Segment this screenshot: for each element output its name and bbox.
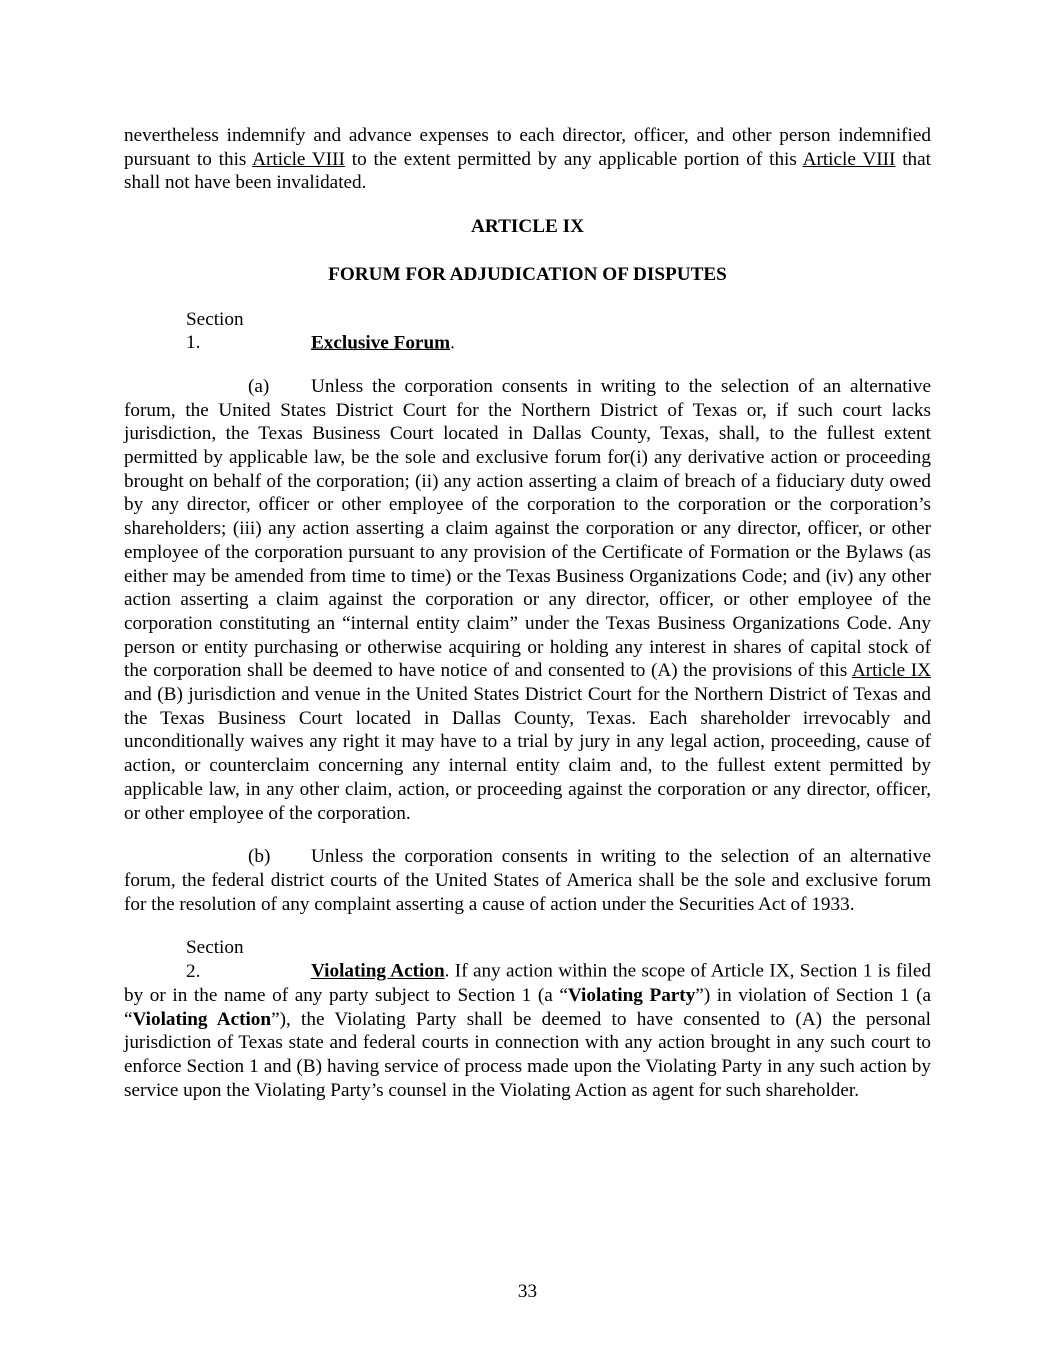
section-label: Section 1. <box>186 308 244 354</box>
section-1-heading: Section 1. Exclusive Forum. <box>186 308 455 354</box>
article-viii-link[interactable]: Article VIII <box>252 148 345 170</box>
article-subtitle: FORUM FOR ADJUDICATION OF DISPUTES <box>328 263 727 285</box>
defined-term: Violating Party <box>567 984 696 1006</box>
subsection-b: (b) Unless the corporation consents in writing to the selection of an alternative forum, the federal district courts of the United States of America shall be the sole and exclusive forum for the resolution of any complaint asserting a cause of action under the Securities Act of 1933. <box>124 846 931 915</box>
section-heading: Exclusive Forum <box>311 332 451 354</box>
defined-term: Violating Action <box>132 1008 272 1030</box>
section-heading: Violating Action <box>311 961 445 983</box>
article-ix-link[interactable]: Article IX <box>851 660 931 682</box>
subsection-a: (a) Unless the corporation consents in writing to the selection of an alternative forum, the United States District Court for the Northern District of Texas or, if such court lacks jurisdiction, the Texas Business Court located in Dallas County, Texas, shall, to the fullest extent permitted by applicable law, be the sole and exclusive forum for(i) any derivative action or proceeding brought on behalf of the corporation; (ii) any action asserting a claim of breach of a fiduciary duty owed by any director, officer or other employee of the corporation to the corporation or the corporation’s shareholders; (iii) any action asserting a claim against the corporation or any director, officer, or other employee of the corporation pursuant to any provision of the Certificate of Formation or the Bylaws (as either may be amended from time to time) or the Texas Business Organizations Code; and (iv) any other action asserting a claim against the corporation or any director, officer, or other employee of the corporation constituting an “internal entity claim” under the Texas Business Organizations Code. Any person or entity purchasing or otherwise acquiring or holding any interest in shares of capital stock of the corporation shall be deemed to have notice of and consented to (A) the provisions of this Article IX and (B) jurisdiction and venue in the United States District Court for the Northern District of Texas and the Texas Business Court located in Dallas County, Texas. Each shareholder irrevocably and unconditionally waives any right it may have to a trial by jury in any legal action, proceeding, cause of action, or counterclaim concerning any internal entity claim and, to the fullest extent permitted by applicable law, in any other claim, action, or proceeding against the corporation or any director, officer, or other employee of the corporation. <box>124 375 931 824</box>
section-2-paragraph: Section 2. Violating Action. If any action within the scope of Article IX, Section 1 is filed by or in the name of any party subject to Section 1 (a “Violating Party”) in violation of Section 1 (a “Violating Action”), the Violating Party shall be deemed to have consented to (A) the personal jurisdiction of Texas state and federal courts in connection with any action brought in any such court to enforce Section 1 and (B) having service of process made upon the Violating Party in any such action by service upon the Violating Party’s counsel in the Violating Action as agent for such shareholder. <box>124 937 931 1101</box>
continuation-paragraph: nevertheless indemnify and advance expenses to each director, officer, and other person indemnified pursuant to this Article VIII to the extent permitted by any applicable portion of this Article VIII that shall not have been invalidated. <box>124 125 931 194</box>
subsection-marker: (b) <box>248 846 271 868</box>
section-label: Section 2. <box>186 937 244 983</box>
document-page <box>124 124 931 1102</box>
article-viii-link[interactable]: Article VIII <box>802 148 896 170</box>
article-title: ARTICLE IX <box>471 216 584 238</box>
subsection-marker: (a) <box>248 375 270 397</box>
page-number: 33 <box>517 1281 538 1302</box>
